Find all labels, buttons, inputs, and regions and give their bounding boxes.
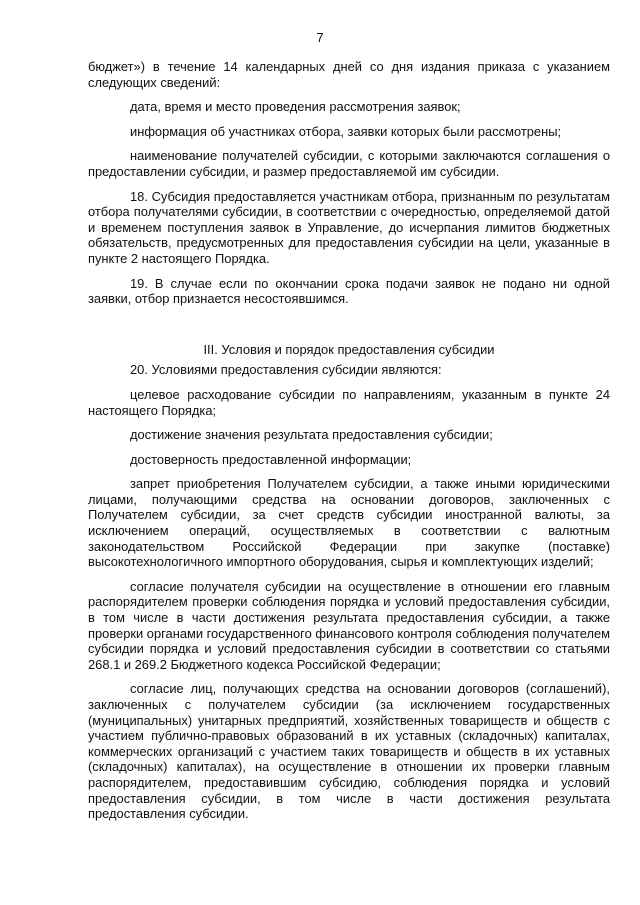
condition-information-accuracy: достоверность предоставленной информации; [130,451,412,467]
paragraph-18: 18. Субсидия предоставляется участникам отбора, признанным по результатам отбора получателями субсидии, в соответствии с очередностью, определяемой датой и временем поступления заявок в Управление, до исчерпания лимитов бюджетных обязательств, предусмотренных для предоставления субсидии на цели, указанные в пункте 2 настоящего Порядка. [88,188,610,266]
condition-targeted-spending: целевое расходование субсидии по направлениям, указанным в пункте 24 настоящего Порядка; [88,386,610,418]
paragraph-20: 20. Условиями предоставления субсидии являются: [130,362,442,378]
list-item-participants-info: информация об участниках отбора, заявки которых были рассмотрены; [130,123,562,139]
condition-recipient-consent: согласие получателя субсидии на осуществление в отношении его главным распорядителем проверки соблюдения порядка и условий предоставления субсидии, в том числе в части достижения результата предоставления субсидии, а также проверки органами государственного финансового контроля соблюдения получателем субсидии порядка и условий предоставления субсидии в соответствии со статьями 268.1 и 269.2 Бюджетного кодекса Российской Федерации; [88,578,611,672]
section-heading: III. Условия и порядок предоставления субсидии [203,341,495,357]
list-item-date-time-place: дата, время и место проведения рассмотрения заявок; [130,99,461,115]
page-number: 7 [316,30,324,45]
paragraph-19: 19. В случае если по окончании срока подачи заявок не подано ни одной заявки, отбор признается несостоявшимся. [88,275,610,307]
list-item-recipients-names: наименование получателей субсидии, с которыми заключаются соглашения о предоставлении субсидии, и размер предоставляемой им субсидии. [88,148,610,179]
condition-result-achievement: достижение значения результата предоставления субсидии; [130,427,493,443]
condition-currency-ban: запрет приобретения Получателем субсидии, а также иными юридическими лицами, получающими средства на основании договоров, заключенных с Получателем субсидии, за счет средств субсидии иностранной валюты, за исключением операций, осуществляемых в соответствии с валютным законодательством Российской Федерации при закупке (поставке) высокотехнологичного импортного оборудования, сырья и комплектующих изделий; [88,476,610,570]
document-body [88,59,610,831]
condition-third-party-consent: согласие лиц, получающих средства на основании договоров (соглашений), заключенных с получателем субсидии (за исключением государственных (муниципальных) унитарных предприятий, хозяйственных товариществ и обществ с участием публично-правовых образований в их уставных (складочных) капиталах, коммерческих организаций с участием таких товариществ и обществ в их уставных (складочных) капиталах), на осуществление в отношении их проверки главным распорядителем, предоставившим субсидию, соблюдения порядка и условий предоставления субсидии, в том числе в части достижения результата предоставления субсидии. [88,681,610,822]
paragraph-continuation: бюджет») в течение 14 календарных дней со дня издания приказа с указанием следующих сведений: [88,59,610,90]
